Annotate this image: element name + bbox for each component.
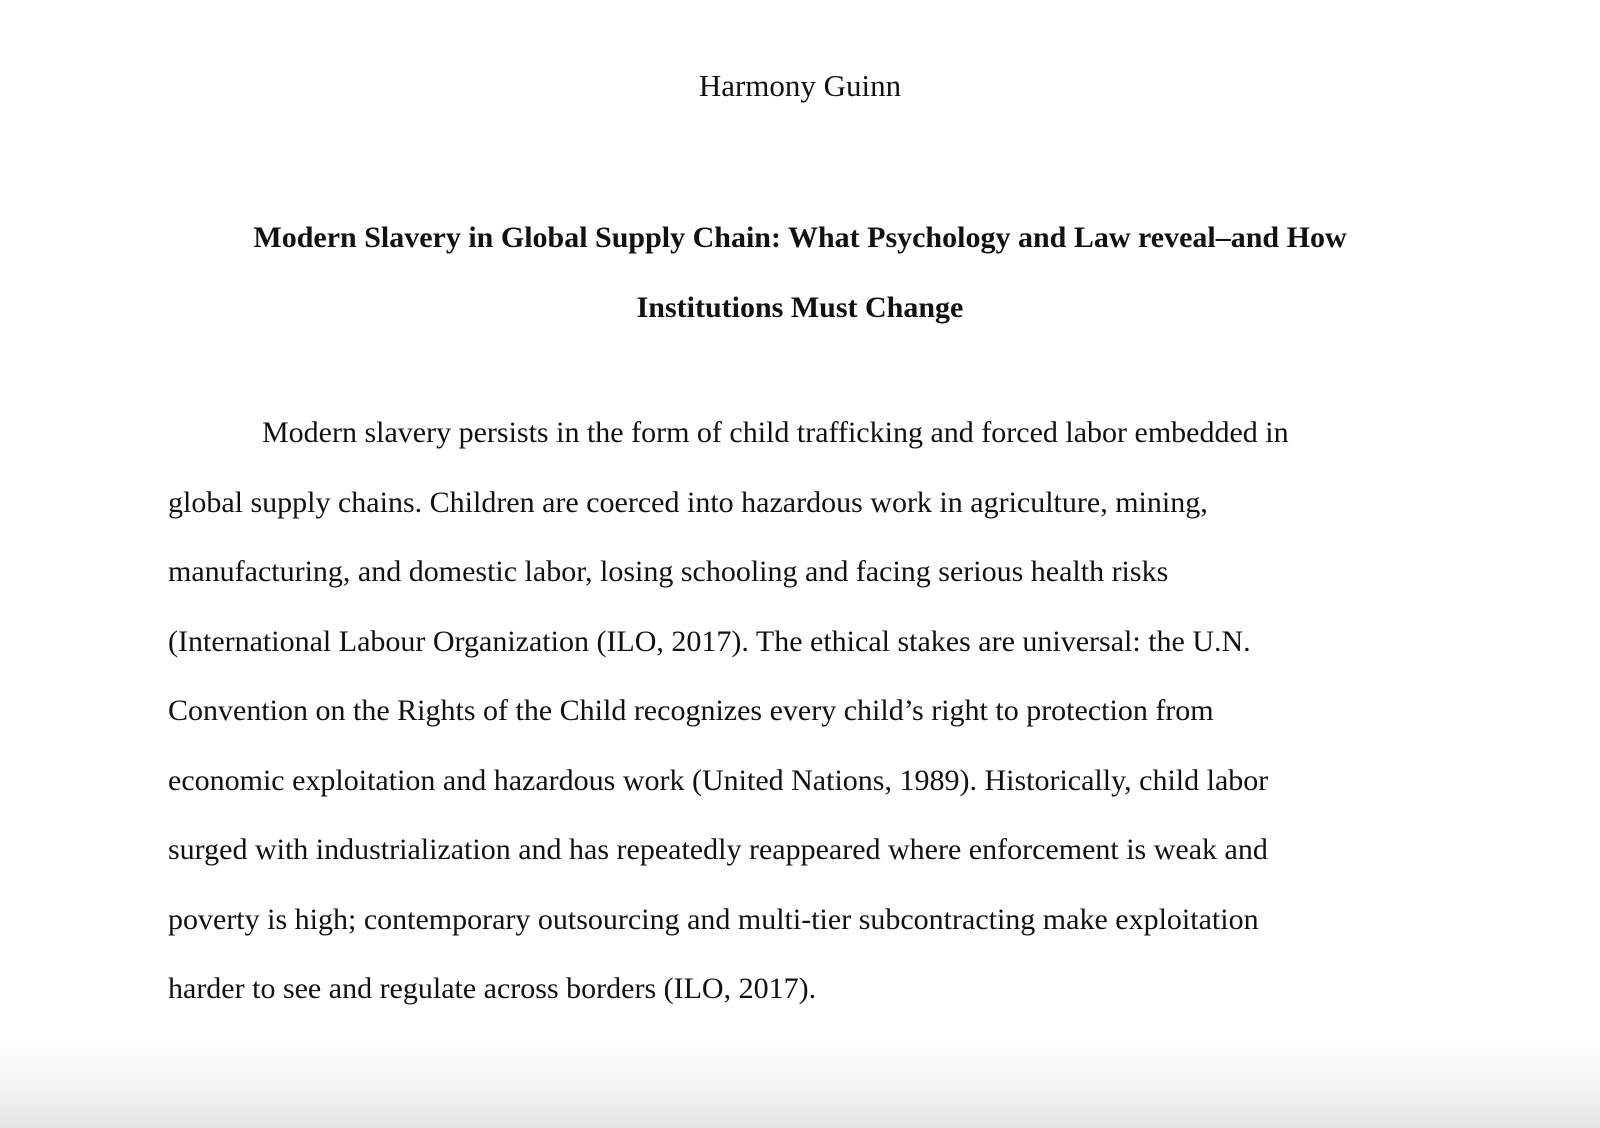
- document-title: [168, 203, 1432, 343]
- page-edge-shadow: [0, 1038, 1600, 1128]
- paragraph-line: global supply chains. Children are coerced into hazardous work in agriculture, mining,: [168, 485, 1208, 519]
- title-line: Institutions Must Change: [636, 291, 964, 324]
- paragraph-line: harder to see and regulate across borders (ILO, 2017).: [168, 972, 817, 1005]
- paragraph-line: economic exploitation and hazardous work (United Nations, 1989). Historically, child labor: [168, 763, 1269, 797]
- paragraph-line: surged with industrialization and has repeatedly reappeared where enforcement is weak and: [168, 833, 1268, 866]
- paragraph-line: manufacturing, and domestic labor, losing schooling and facing serious health risks: [168, 555, 1169, 588]
- paragraph-line: Convention on the Rights of the Child recognizes every child’s right to protection from: [168, 694, 1214, 727]
- paragraph-line: (International Labour Organization (ILO, 2017). The ethical stakes are universal: the U.N.: [168, 624, 1251, 658]
- title-line: Modern Slavery in Global Supply Chain: What Psychology and Law reveal–and How: [253, 221, 1347, 254]
- author-name: Harmony Guinn: [698, 68, 902, 103]
- paragraph-line: Modern slavery persists in the form of child trafficking and forced labor embedded in: [262, 416, 1289, 449]
- paragraph-line: poverty is high; contemporary outsourcing and multi-tier subcontracting make exploitation: [168, 902, 1259, 936]
- body-paragraph: [168, 398, 1468, 1024]
